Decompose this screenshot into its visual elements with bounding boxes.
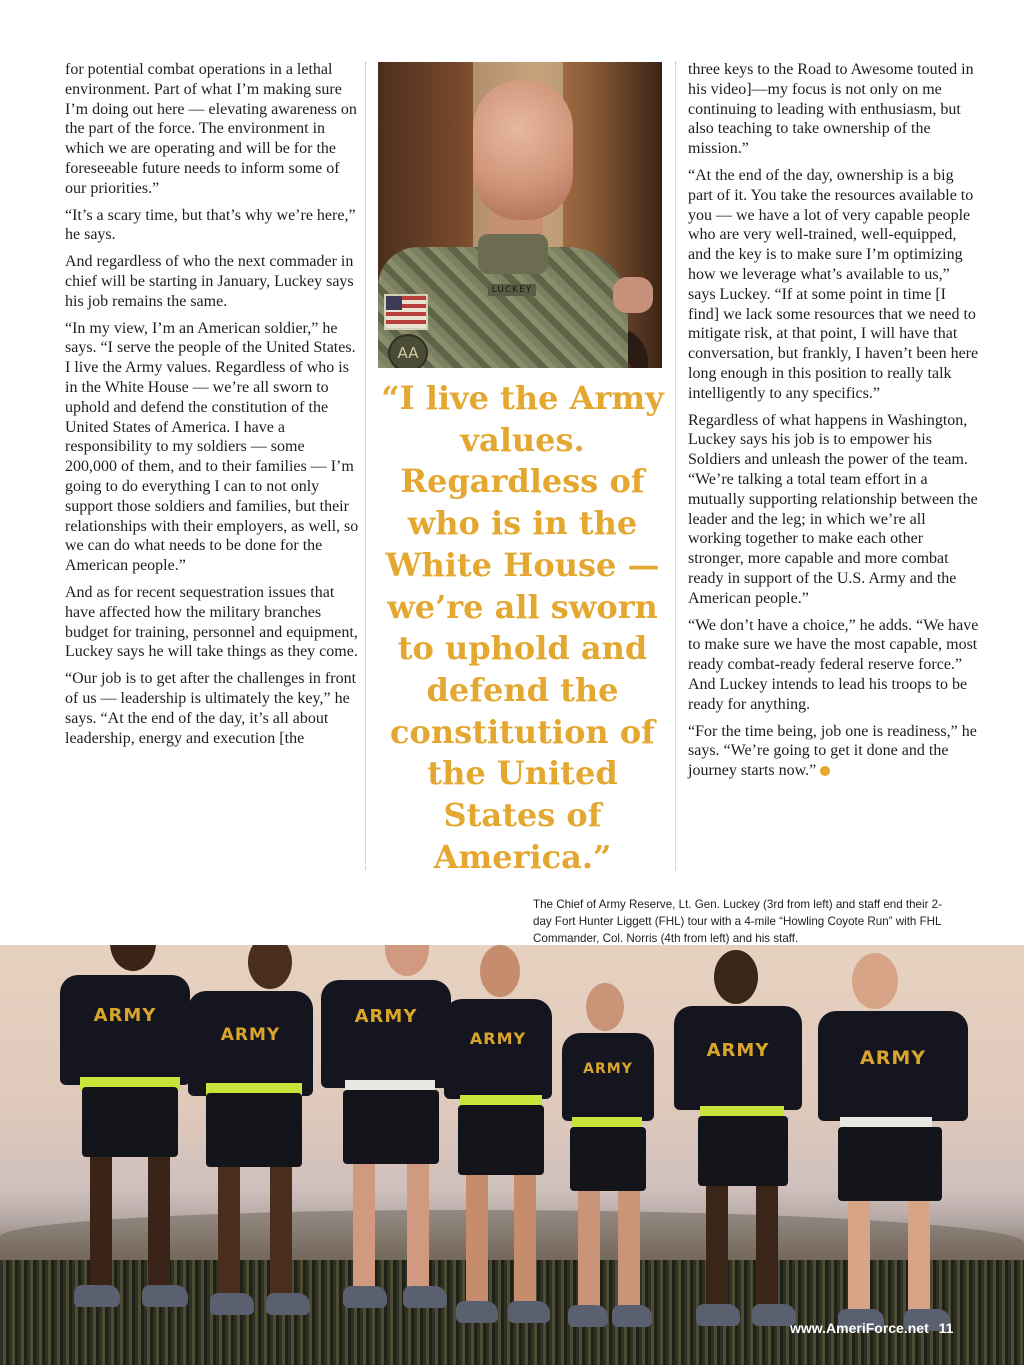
left-shoe (74, 1285, 120, 1307)
left-paragraph-1: for potential combat operations in a lethal environment. Part of what I’m making sure I’m doing out here — elevating awareness on the part of the force. The environment in which we are operating and will be for the foreseeable future needs to inform some of our priorities.” (65, 61, 357, 197)
soldier-2 (180, 945, 320, 1335)
left-shoe (568, 1305, 608, 1327)
right-paragraph-5 (688, 722, 980, 781)
right-leg (270, 1167, 292, 1297)
left-paragraph-6: “Our job is to get after the challenges in front of us — leadership is ultimately the key,” he says. “At the end of the day, it’s all about leadership, energy and execution [the (65, 670, 357, 747)
army-shirt (444, 999, 552, 1099)
left-leg (466, 1175, 488, 1303)
left-text-column (65, 60, 360, 755)
left-leg (706, 1186, 728, 1306)
right-paragraph-2: “At the end of the day, ownership is a big part of it. You take the resources available to you — we have a lot of very capable people who are very well-trained, well-equipped, and the key is to make sure I’m optimizing how we leverage what’s available to us,” says Luckey. “If at some point in time [I find] we lack some resources that we need to mitigate risk, at that point, I will have that conversation, but frankly, I haven’t been here long enough in this position to really talk intelligently to any specifics.” (688, 166, 979, 402)
soldier-head (852, 953, 898, 1009)
army-shirt (818, 1011, 968, 1121)
soldier-5 (558, 983, 658, 1343)
column-divider-left (365, 62, 366, 870)
soldier-head (385, 945, 429, 976)
shirt-text: ARMY (859, 1047, 926, 1069)
page-number: 11 (938, 1320, 954, 1336)
black-shorts (206, 1093, 302, 1167)
soldier-head (480, 945, 520, 997)
right-leg (514, 1175, 536, 1303)
shirt-text: ARMY (220, 1025, 281, 1045)
right-paragraph-5-text: “For the time being, job one is readiness,” he says. “We’re going to get it done and the journey starts now.” (688, 722, 977, 780)
left-leg (218, 1167, 240, 1297)
shirt-text: ARMY (469, 1029, 527, 1048)
soldier-head (248, 945, 292, 989)
soldier-head (586, 983, 624, 1031)
soldier-7 (812, 953, 977, 1343)
right-leg (148, 1157, 170, 1287)
left-leg (848, 1201, 870, 1311)
left-shoe (210, 1293, 254, 1315)
army-shirt (562, 1033, 654, 1121)
soldier-1 (50, 945, 200, 1335)
soldier-head (714, 950, 758, 1004)
left-paragraph-4: “In my view, I’m an American soldier,” he says. “I serve the people of the United States. I live the Army values. Regardless of who is in the White House — we’re all sworn to uphold and defend the constitution of the United States of America. I have a responsibility to my soldiers — some 200,000 of them, and to their families — I’m going to do everything I can to not only support those soldiers and families, but their relationships with their employers, as well, so we can do what needs to be done for the American people.” (65, 319, 359, 575)
army-shirt (674, 1006, 802, 1110)
right-leg (756, 1186, 778, 1306)
left-leg (90, 1157, 112, 1287)
black-shorts (698, 1116, 788, 1186)
right-leg (407, 1164, 429, 1289)
left-shoe (456, 1301, 498, 1323)
general-head (473, 80, 573, 220)
flag-canton (386, 296, 402, 310)
soldier-6 (668, 950, 808, 1340)
column-divider-right (675, 62, 676, 870)
left-shoe (343, 1286, 387, 1308)
black-shorts (458, 1105, 544, 1175)
footer-website: www.AmeriForce.net (790, 1320, 929, 1336)
end-of-story-dot-icon (820, 766, 830, 776)
raised-hand (613, 277, 653, 313)
name-tape (488, 284, 536, 296)
army-shirt (60, 975, 190, 1085)
right-paragraph-3: Regardless of what happens in Washington, Luckey says his job is to empower his Soldiers and unleash the power of the team. “We’re talking a total team effort in a mutually supporting relationship between the leader and the leg; in which we’re all working together to make each other stronger, more capable and more combat ready in support of the U.S. Army and the American people.” (688, 411, 978, 607)
shirt-text: ARMY (93, 1005, 157, 1026)
right-text-column (688, 60, 980, 788)
us-flag-patch-icon (384, 294, 428, 330)
uniform-collar (478, 234, 548, 274)
general-portrait-photo (378, 62, 662, 368)
airborne-unit-patch-icon (388, 334, 428, 368)
left-leg (578, 1191, 600, 1309)
right-shoe (612, 1305, 652, 1327)
page-footer (790, 1320, 953, 1336)
left-shoe (696, 1304, 740, 1326)
black-shorts (82, 1087, 178, 1157)
army-shirt (188, 991, 313, 1096)
soldier-head (110, 945, 156, 971)
black-shorts (838, 1127, 942, 1201)
left-paragraph-2: “It’s a scary time, but that’s why we’re here,” he says. (65, 206, 356, 244)
black-shorts (343, 1090, 439, 1164)
army-shirt (321, 980, 451, 1088)
right-leg (908, 1201, 930, 1311)
left-leg (353, 1164, 375, 1289)
soldier-4-col-norris (440, 945, 555, 1345)
right-leg (618, 1191, 640, 1309)
patch-text: AA (397, 344, 419, 362)
right-paragraph-4: “We don’t have a choice,” he adds. “We have to make sure we have the most capable, most ready combat-ready federal reserve force.” And Luckey intends to lead his troops to be ready for anything. (688, 616, 979, 713)
left-paragraph-5: And as for recent sequestration issues that have affected how the military branches budget for training, personnel and equipment, Luckey says he will take things as they come. (65, 583, 358, 661)
right-shoe (266, 1293, 310, 1315)
group-run-photo (0, 945, 1024, 1365)
left-paragraph-3: And regardless of who the next commader in chief will be starting in January, Luckey says his job remains the same. (65, 253, 354, 310)
shirt-text: ARMY (354, 1006, 418, 1027)
pull-quote: “I live the Army values. Regardless of who is in the White House — we’re all sworn to uphold and defend the constitution of the United States of America.” (381, 379, 664, 876)
right-paragraph-1: three keys to the Road to Awesome touted in his video]—my focus is not only on me continuing to leading with enthusiasm, but also teaching to take ownership of the mission.” (688, 61, 974, 158)
shirt-text: ARMY (706, 1040, 770, 1061)
right-shoe (508, 1301, 550, 1323)
black-shorts (570, 1127, 646, 1191)
name-tape-text: LUCKEY (491, 285, 533, 295)
shirt-text: ARMY (583, 1061, 633, 1077)
photo-caption: The Chief of Army Reserve, Lt. Gen. Luckey (3rd from left) and staff end their 2-day Fort Hunter Liggett (FHL) tour with a 4-mile “Howling Coyote Run” with FHL Commander, Col. Norris (4th from left) and his staff. (533, 898, 942, 945)
soldier-3-lt-gen-luckey (315, 945, 455, 1330)
